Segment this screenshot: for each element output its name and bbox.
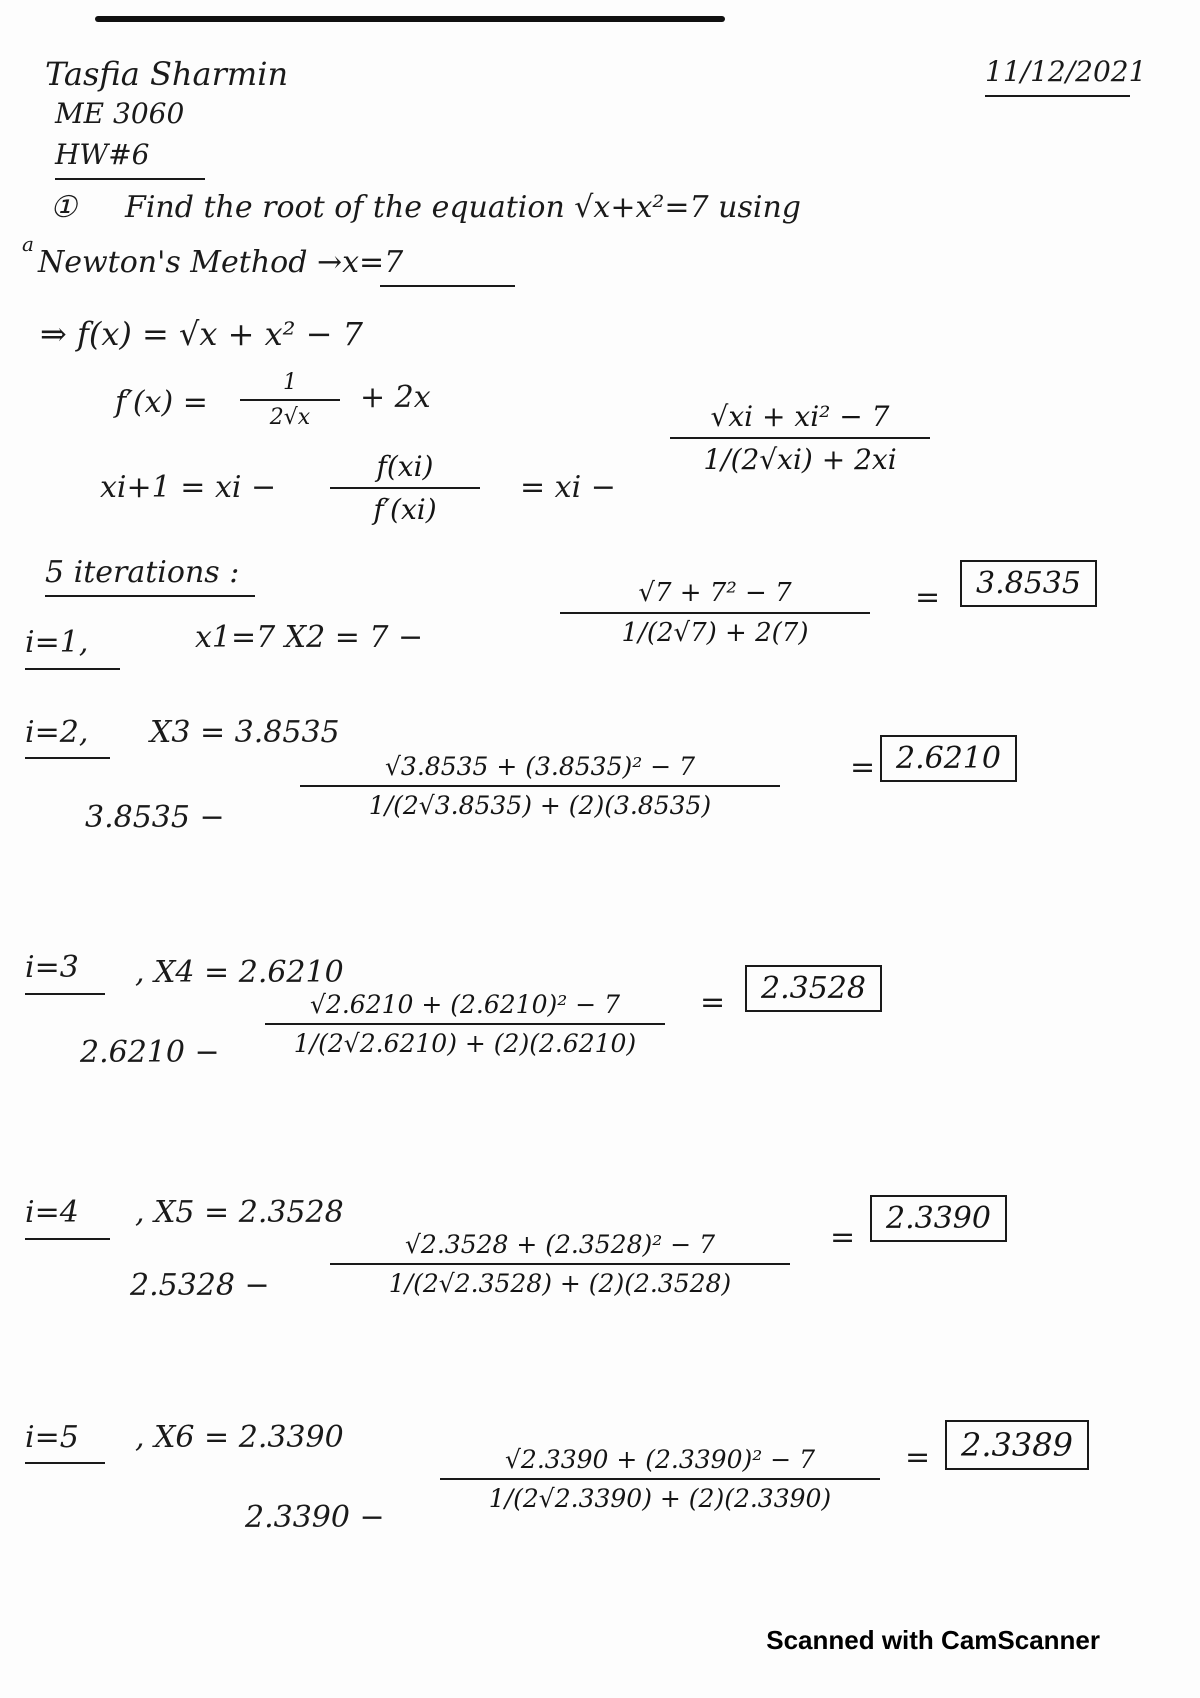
part-label: a <box>22 232 34 256</box>
iteration-label-underline <box>25 757 110 759</box>
iteration-prefix: 2.6210 − <box>80 1035 220 1070</box>
iteration-denominator: 1/(2√2.3390) + (2)(2.3390) <box>488 1484 832 1513</box>
iteration-denominator: 1/(2√7) + 2(7) <box>621 618 809 648</box>
iteration-denominator: f′(xi) <box>373 493 437 526</box>
derivative-fraction <box>240 370 340 430</box>
equals-sign: = <box>915 580 941 615</box>
result-box: 2.3528 <box>745 965 882 1012</box>
derivative-label: f′(x) = <box>115 385 208 420</box>
iteration-fraction <box>330 1230 790 1298</box>
iteration-prefix: 2.5328 − <box>130 1268 270 1303</box>
iteration-label: i=3 <box>25 950 79 985</box>
derivative-denominator: 2√x <box>269 405 311 430</box>
iteration-head: x1=7 X2 = 7 − <box>195 620 424 655</box>
iteration-expanded-denominator: 1/(2√xi) + 2xi <box>703 443 897 476</box>
method-title: Newton's Method →x=7 <box>38 245 404 280</box>
section-title: 5 iterations : <box>45 555 240 590</box>
equals-sign: = <box>700 985 726 1020</box>
iteration-numerator: √2.6210 + (2.6210)² − 7 <box>310 990 620 1019</box>
iteration-fraction <box>560 578 870 648</box>
iteration-label-underline <box>25 668 120 670</box>
iteration-prefix: 2.3390 − <box>245 1500 385 1535</box>
iteration-fraction <box>330 450 480 526</box>
header-underline <box>55 178 205 180</box>
iteration-head: X3 = 3.8535 <box>150 715 340 750</box>
date-underline <box>985 95 1130 97</box>
iteration-label: i=5 <box>25 1420 79 1455</box>
section-underline <box>45 595 255 597</box>
iteration-expanded-numerator: √xi + xi² − 7 <box>710 400 890 433</box>
iteration-label-underline <box>25 1462 105 1464</box>
fraction-bar <box>670 437 930 439</box>
course-code: ME 3060 <box>55 97 185 130</box>
fraction-bar <box>330 1263 790 1265</box>
fraction-bar <box>330 487 480 489</box>
scan-edge-bar <box>95 16 725 22</box>
result-box: 2.3389 <box>945 1420 1089 1470</box>
iteration-formula-lhs: xi+1 = xi − <box>100 470 277 505</box>
iteration-expanded-fraction <box>670 400 930 476</box>
iteration-head: , X5 = 2.3528 <box>135 1195 344 1230</box>
homework-number: HW#6 <box>55 138 150 171</box>
iteration-numerator: f(xi) <box>376 450 434 483</box>
equals-sign: = <box>850 750 876 785</box>
student-name: Tasfia Sharmin <box>45 55 289 93</box>
iteration-head: , X6 = 2.3390 <box>135 1420 344 1455</box>
problem-number: ① <box>50 190 77 225</box>
iteration-label: i=1, <box>25 625 89 660</box>
iteration-numerator: √3.8535 + (3.8535)² − 7 <box>385 752 695 781</box>
iteration-denominator: 1/(2√2.6210) + (2)(2.6210) <box>293 1029 637 1058</box>
function-definition: ⇒ f(x) = √x + x² − 7 <box>40 315 363 353</box>
result-box: 3.8535 <box>960 560 1097 607</box>
equals-sign: = <box>905 1440 931 1475</box>
result-box: 2.6210 <box>880 735 1017 782</box>
equals-sign: = <box>830 1220 856 1255</box>
problem-statement: Find the root of the equation √x+x²=7 using <box>125 190 802 225</box>
result-box: 2.3390 <box>870 1195 1007 1242</box>
derivative-numerator: 1 <box>283 370 297 395</box>
iteration-label-underline <box>25 993 105 995</box>
iteration-prefix: 3.8535 − <box>85 800 225 835</box>
iteration-numerator: √7 + 7² − 7 <box>638 578 792 608</box>
iteration-denominator: 1/(2√3.8535) + (2)(3.8535) <box>368 791 712 820</box>
iteration-label: i=2, <box>25 715 89 750</box>
fraction-bar <box>240 399 340 401</box>
iteration-fraction <box>440 1445 880 1513</box>
fraction-bar <box>300 785 780 787</box>
iteration-fraction <box>265 990 665 1058</box>
derivative-tail: + 2x <box>360 380 431 415</box>
date: 11/12/2021 <box>985 55 1147 88</box>
iteration-head: , X4 = 2.6210 <box>135 955 344 990</box>
fraction-bar <box>560 612 870 614</box>
iteration-label: i=4 <box>25 1195 79 1230</box>
iteration-fraction <box>300 752 780 820</box>
fraction-bar <box>440 1478 880 1480</box>
iteration-denominator: 1/(2√2.3528) + (2)(2.3528) <box>388 1269 732 1298</box>
scanner-watermark: Scanned with CamScanner <box>766 1625 1100 1655</box>
iteration-equals: = xi − <box>520 470 616 505</box>
iteration-numerator: √2.3528 + (2.3528)² − 7 <box>405 1230 715 1259</box>
iteration-label-underline <box>25 1238 110 1240</box>
method-underline <box>380 285 515 287</box>
iteration-numerator: √2.3390 + (2.3390)² − 7 <box>505 1445 815 1474</box>
fraction-bar <box>265 1023 665 1025</box>
